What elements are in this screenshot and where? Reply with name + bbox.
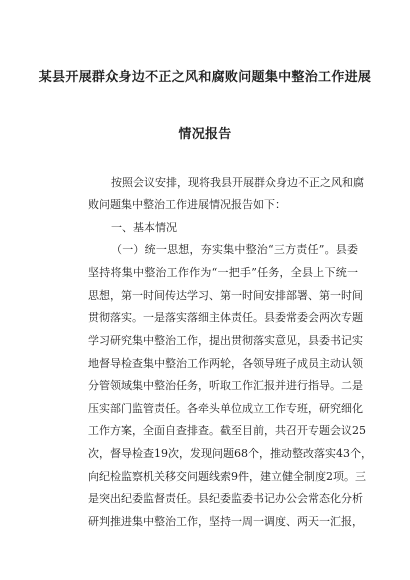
paragraph-line: 贯彻落实。一是落实落细主体责任。县委常委会两次专题: [88, 311, 363, 324]
paragraph-line: （一）统一思想，夯实集中整治“三方责任”。县委: [111, 243, 358, 256]
paragraph-line: 压实部门监管责任。各牵头单位成立工作专班，研究细化: [88, 402, 363, 415]
paragraph-line: 坚持将集中整治工作作为“一把手”任务，全县上下统一: [88, 266, 358, 279]
paragraph-line: 学习研究集中整治工作，提出贯彻落实意见，县委书记实: [88, 334, 363, 347]
paragraph-line: 工作方案，全面自查排查。截至目前，共召开专题会议25: [88, 424, 366, 437]
paragraph-line: 是突出纪委监督责任。县纪委监委书记办公会常态化分析: [88, 492, 363, 505]
paragraph-line: 向纪检监察机关移交问题线索9件，建立健全制度2项。三: [88, 470, 366, 483]
paragraph-line: 按照会议安排，现将我县开展群众身边不正之风和腐: [111, 176, 364, 189]
document-title: 某县开展群众身边不正之风和腐败问题集中整治工作进展: [38, 70, 372, 85]
paragraph-line: 研判推进集中整治工作，坚持一周一调度、两天一汇报，: [88, 515, 363, 528]
paragraph-line: 次，督导检查19次，发现问题68个，推动整改落实43个，: [88, 447, 372, 460]
paragraph-line: 败问题集中整治工作进展情况报告如下：: [88, 198, 286, 211]
paragraph-line: 分管领域集中整治任务，听取工作汇报并进行指导。二是: [88, 379, 363, 392]
section-heading: 一、基本情况: [111, 221, 177, 234]
paragraph-line: 地督导检查集中整治工作两轮，各领导班子成员主动认领: [88, 357, 363, 370]
paragraph-line: 思想，第一时间传达学习、第一时间安排部署、第一时间: [88, 289, 363, 302]
document-subtitle: 情况报告: [178, 127, 232, 142]
